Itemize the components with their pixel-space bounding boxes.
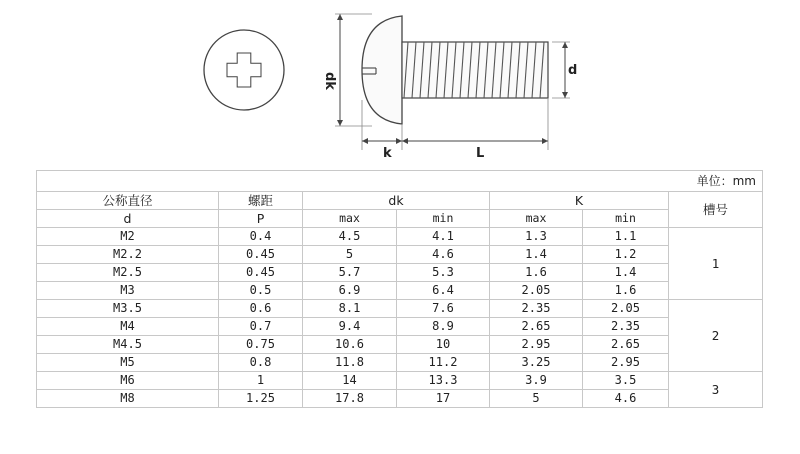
cell-pitch: 0.5 <box>219 282 303 300</box>
cell-dk-min: 13.3 <box>397 372 490 390</box>
cell-k-min: 4.6 <box>583 390 669 408</box>
cell-dk-min: 10 <box>397 336 490 354</box>
cell-k-min: 1.4 <box>583 264 669 282</box>
cell-dk-min: 5.3 <box>397 264 490 282</box>
cell-pitch: 0.7 <box>219 318 303 336</box>
cell-pitch: 1.25 <box>219 390 303 408</box>
cell-k-max: 2.95 <box>490 336 583 354</box>
cell-diameter: M3.5 <box>37 300 219 318</box>
l-dimension-label: L <box>476 146 485 161</box>
cell-diameter: M5 <box>37 354 219 372</box>
cell-dk-max: 8.1 <box>303 300 397 318</box>
cell-diameter: M4.5 <box>37 336 219 354</box>
cell-pitch: 0.6 <box>219 300 303 318</box>
table-row <box>37 390 763 408</box>
cell-pitch: 1 <box>219 372 303 390</box>
cell-pitch: 0.45 <box>219 246 303 264</box>
cell-dk-max: 9.4 <box>303 318 397 336</box>
cell-dk-min: 17 <box>397 390 490 408</box>
cell-pitch: 0.4 <box>219 228 303 246</box>
cell-dk-max: 10.6 <box>303 336 397 354</box>
table-row <box>37 354 763 372</box>
phillips-recess-icon <box>227 53 261 87</box>
cell-dk-max: 17.8 <box>303 390 397 408</box>
header-row-2 <box>37 210 763 228</box>
screw-side-view <box>335 14 570 150</box>
table-row <box>37 282 763 300</box>
table-row <box>37 264 763 282</box>
cell-diameter: M2.2 <box>37 246 219 264</box>
header-pitch-cn: 螺距 <box>219 192 303 210</box>
cell-k-min: 3.5 <box>583 372 669 390</box>
cell-k-min: 2.05 <box>583 300 669 318</box>
cell-k-min: 2.35 <box>583 318 669 336</box>
cell-dk-max: 11.8 <box>303 354 397 372</box>
cell-dk-min: 11.2 <box>397 354 490 372</box>
cell-dk-max: 14 <box>303 372 397 390</box>
cell-diameter: M6 <box>37 372 219 390</box>
header-slot: 槽号 <box>669 192 763 228</box>
table-row <box>37 228 763 246</box>
cell-pitch: 0.8 <box>219 354 303 372</box>
header-k: K <box>490 192 669 210</box>
unit-row <box>37 171 763 192</box>
cell-diameter: M2 <box>37 228 219 246</box>
cell-pitch: 0.75 <box>219 336 303 354</box>
cell-dk-max: 6.9 <box>303 282 397 300</box>
header-dk-min: min <box>397 210 490 228</box>
cell-slot-number: 1 <box>669 228 763 300</box>
cell-k-max: 1.4 <box>490 246 583 264</box>
cell-diameter: M4 <box>37 318 219 336</box>
header-pitch-sym: P <box>219 210 303 228</box>
screw-head-front-view <box>204 30 284 110</box>
cell-k-max: 5 <box>490 390 583 408</box>
cell-dk-min: 7.6 <box>397 300 490 318</box>
cell-dk-max: 5 <box>303 246 397 264</box>
header-dk-max: max <box>303 210 397 228</box>
cell-slot-number: 3 <box>669 372 763 408</box>
table-row <box>37 246 763 264</box>
cell-diameter: M2.5 <box>37 264 219 282</box>
header-diameter-cn: 公称直径 <box>37 192 219 210</box>
cell-k-min: 2.95 <box>583 354 669 372</box>
header-diameter-sym: d <box>37 210 219 228</box>
cell-k-max: 2.35 <box>490 300 583 318</box>
unit-label: 单位：mm <box>37 171 763 192</box>
cell-dk-min: 4.6 <box>397 246 490 264</box>
dk-dimension-label: dk <box>322 72 337 90</box>
screw-spec-table <box>36 170 763 408</box>
cell-slot-number: 2 <box>669 300 763 372</box>
header-k-min: min <box>583 210 669 228</box>
header-row-1 <box>37 192 763 210</box>
cell-dk-max: 5.7 <box>303 264 397 282</box>
cell-k-max: 3.25 <box>490 354 583 372</box>
cell-dk-min: 6.4 <box>397 282 490 300</box>
screw-technical-drawing <box>0 0 800 165</box>
cell-k-max: 2.65 <box>490 318 583 336</box>
cell-k-max: 3.9 <box>490 372 583 390</box>
cell-k-min: 1.2 <box>583 246 669 264</box>
d-dimension-label: d <box>568 63 578 78</box>
header-k-max: max <box>490 210 583 228</box>
cell-pitch: 0.45 <box>219 264 303 282</box>
table-row <box>37 336 763 354</box>
header-dk: dk <box>303 192 490 210</box>
cell-dk-min: 8.9 <box>397 318 490 336</box>
cell-k-min: 1.1 <box>583 228 669 246</box>
cell-diameter: M3 <box>37 282 219 300</box>
cell-dk-max: 4.5 <box>303 228 397 246</box>
table-row <box>37 300 763 318</box>
table-row <box>37 318 763 336</box>
cell-k-min: 1.6 <box>583 282 669 300</box>
cell-diameter: M8 <box>37 390 219 408</box>
cell-k-min: 2.65 <box>583 336 669 354</box>
cell-k-max: 1.6 <box>490 264 583 282</box>
cell-k-max: 1.3 <box>490 228 583 246</box>
k-dimension-label: k <box>383 146 392 161</box>
cell-dk-min: 4.1 <box>397 228 490 246</box>
cell-k-max: 2.05 <box>490 282 583 300</box>
table-row <box>37 372 763 390</box>
